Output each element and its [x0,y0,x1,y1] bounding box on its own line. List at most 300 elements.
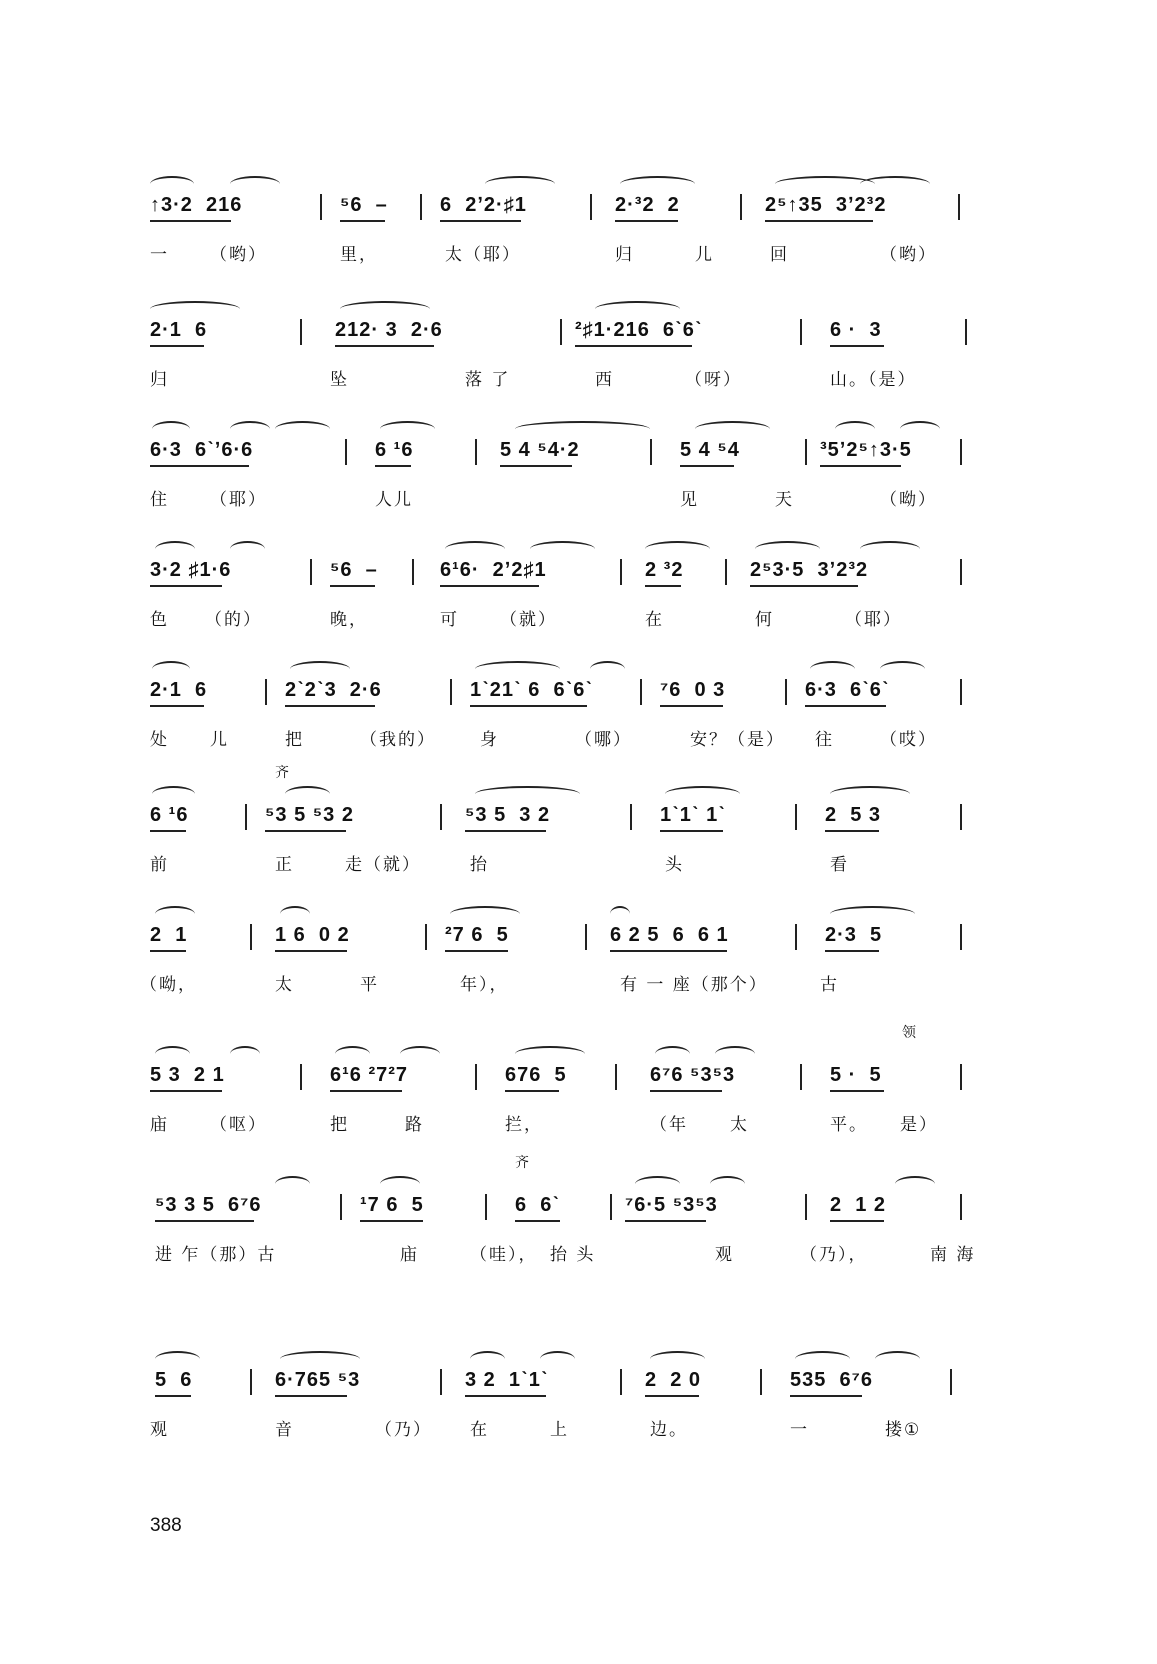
beam-underline [765,220,873,222]
slur-mark [285,786,330,802]
note-group: 3·2 ♯1·6 [150,559,232,581]
lyric-syllable: 在 [645,610,664,630]
lyric-syllable: 色 [150,610,169,630]
lyric-syllable: 太（耶） [445,245,521,265]
barline [320,194,322,220]
slur-mark [880,661,925,677]
barline [965,319,967,345]
lyrics-line [150,725,1030,751]
barline [590,194,592,220]
beam-underline [150,465,249,467]
beam-underline [830,1090,884,1092]
slur-mark [155,1046,190,1062]
slur-mark [155,906,195,922]
lyric-syllable: 头 [665,855,684,875]
beam-underline [330,1090,402,1092]
beam-underline [150,220,231,222]
slur-mark [280,906,310,922]
barline [650,439,652,465]
beam-underline [150,345,204,347]
music-system [150,295,1030,405]
note-group: 6 2ʼ2·♯1 [440,194,527,216]
lyric-syllable: 有 一 座（那个） [620,975,768,995]
slur-mark [290,661,350,677]
lyrics-line [150,485,1030,511]
barline [560,319,562,345]
notation-line [150,1345,1030,1405]
lyric-syllable: 落 了 [465,370,511,390]
lyric-syllable: 音 [275,1420,294,1440]
slur-mark [530,541,595,557]
slur-mark [230,176,280,192]
slur-mark [335,1046,370,1062]
lyric-syllable: 在 [470,1420,489,1440]
lyric-syllable: 把 [285,730,304,750]
beam-underline [645,585,681,587]
lyric-syllable: 儿 [695,245,714,265]
barline [958,194,960,220]
barline [630,804,632,830]
barline [800,1064,802,1090]
lyric-syllable: 西 [595,370,614,390]
barline [300,319,302,345]
note-group: ⁵6 – [340,194,388,216]
barline [740,194,742,220]
lyric-syllable: 儿 [210,730,229,750]
barline [795,804,797,830]
slur-mark [875,1351,920,1367]
lyric-syllable: 可 [440,610,459,630]
slur-mark [475,661,560,677]
note-group: 5 6 [155,1369,193,1391]
slur-mark [895,1176,935,1192]
lyric-syllable: 庙 [400,1245,419,1265]
slur-mark [515,421,650,437]
lyric-syllable: 一 [150,245,169,265]
slur-mark [275,421,330,437]
slur-mark [830,906,915,922]
barline [250,924,252,950]
slur-mark [380,1176,420,1192]
lyric-syllable: 往 [815,730,834,750]
beam-underline [150,950,186,952]
slur-mark [470,1351,505,1367]
lyric-syllable: 人儿 [375,490,413,510]
barline [475,439,477,465]
barline [805,439,807,465]
beam-underline [275,950,347,952]
beam-underline [680,465,734,467]
slur-mark [340,301,430,317]
lyric-syllable: 见 [680,490,699,510]
beam-underline [150,585,222,587]
barline [640,679,642,705]
lyric-syllable: （年 [650,1115,688,1135]
slur-mark [635,1176,680,1192]
slur-mark [515,1046,585,1062]
lyric-syllable: （我的） [360,730,436,750]
beam-underline [470,705,587,707]
note-group: 1ˋ21ˋ 6 6ˋ6ˋ [470,679,594,701]
lyric-syllable: （就） [500,610,557,630]
barline [785,679,787,705]
slur-mark [650,1351,705,1367]
music-system [150,765,1030,890]
lyrics-line [150,1415,1030,1441]
note-group: ↑3·2 216 [150,194,243,216]
beam-underline [660,830,723,832]
slur-mark [810,661,855,677]
slur-mark [380,421,435,437]
note-group: 5 4 ⁵4 [680,439,740,461]
slur-mark [155,541,195,557]
note-group: 2 5 3 [825,804,882,826]
lyric-syllable: 天 [775,490,794,510]
slur-mark [450,906,520,922]
lyric-syllable: 年）， [460,975,509,995]
barline [440,804,442,830]
lyric-syllable: 把 [330,1115,349,1135]
beam-underline [375,465,411,467]
barline [725,559,727,585]
barline [960,1194,962,1220]
lyric-syllable: （乃） [375,1420,432,1440]
beam-underline [155,1395,191,1397]
slur-mark [695,421,770,437]
note-group: 5 3 2 1 [150,1064,225,1086]
barline [960,679,962,705]
slur-mark [715,1046,755,1062]
beam-underline [645,1395,699,1397]
music-system [150,535,1030,645]
music-system [140,900,1030,1010]
beam-underline [500,465,572,467]
barline [585,924,587,950]
barline [950,1369,952,1395]
music-system [150,170,1030,280]
beam-underline [505,1090,559,1092]
note-group: 2·1 6 [150,679,208,701]
barline [610,1194,612,1220]
beam-underline [660,705,723,707]
beam-underline [650,1090,722,1092]
slur-mark [620,176,695,192]
slur-mark [150,176,194,192]
lyric-syllable: 进 乍（那）古 [155,1245,277,1265]
barline [250,1369,252,1395]
note-group: 6⁷6 ⁵3⁵3 [650,1064,736,1086]
lyric-syllable: 抬 [470,855,489,875]
lyric-syllable: 是） [900,1115,938,1135]
page-number: 388 [150,1515,182,1536]
slur-mark [900,421,940,437]
barline [760,1369,762,1395]
barline [310,559,312,585]
lyric-syllable: 南 海 [930,1245,976,1265]
beam-underline [820,465,901,467]
lyric-syllable: （耶） [210,490,267,510]
note-group: 6·3 6ˋ6ˋ [805,679,890,701]
barline [425,924,427,950]
lyric-syllable: 处 [150,730,169,750]
beam-underline [265,830,346,832]
lyrics-line [150,365,1030,391]
barline [960,439,962,465]
lyric-syllable: （乃）， [800,1245,868,1265]
lyric-syllable: 平。 [830,1115,868,1135]
barline [620,559,622,585]
slur-mark [860,176,930,192]
notation-line [150,415,1030,475]
notation-line [150,170,1030,230]
barline [615,1064,617,1090]
lyrics-line [150,1110,1030,1136]
note-group: 6 6ˋ [515,1194,561,1216]
music-system [150,655,1030,765]
lyric-syllable: 上 [550,1420,569,1440]
beam-underline [825,830,879,832]
note-group: 5 · 5 [830,1064,882,1086]
beam-underline [285,705,375,707]
slur-mark [540,1351,575,1367]
performance-mark: 领 [902,1025,916,1041]
slur-mark [280,1351,360,1367]
slur-mark [445,541,505,557]
slur-mark [275,1176,310,1192]
notation-line [150,655,1030,715]
notation-line [150,765,1030,840]
slur-mark [152,661,190,677]
note-group: 6 ¹6 [150,804,189,826]
lyric-syllable: 观 [715,1245,734,1265]
note-group: 2⁵3·5 3ʼ2³2 [750,559,869,581]
lyric-syllable: （哟） [210,245,267,265]
beam-underline [155,1220,254,1222]
beam-underline [610,950,727,952]
slur-mark [230,541,265,557]
notation-line [150,535,1030,595]
slur-mark [860,541,920,557]
note-group: 6¹6 ²7²7 [330,1064,409,1086]
lyric-syllable: （呕） [210,1115,267,1135]
slur-mark [835,421,875,437]
slur-mark [665,786,740,802]
lyric-syllable: （哎） [880,730,937,750]
lyric-syllable: （的） [205,610,262,630]
performance-mark: 齐 [275,765,289,781]
note-group: ⁵3 5 3 2 [465,804,551,826]
barline [805,1194,807,1220]
lyric-syllable: 归 [615,245,634,265]
note-group: 1ˋ1ˋ 1ˋ [660,804,726,826]
lyric-syllable: 一 [790,1420,809,1440]
note-group: ²♯1·216 6ˋ6ˋ [575,319,703,341]
note-group: 3 2 1ˋ1ˋ [465,1369,549,1391]
slur-mark [595,301,680,317]
lyric-syllable: （耶） [845,610,902,630]
beam-underline [515,1220,560,1222]
lyric-syllable: 山。（是） [830,370,917,390]
beam-underline [625,1220,706,1222]
note-group: 6·3 6ˋʼ6·6 [150,439,254,461]
note-group: 2 2 0 [645,1369,702,1391]
notation-line [150,1025,1030,1100]
beam-underline [445,950,508,952]
lyric-syllable: 走（就） [345,855,421,875]
beam-underline [150,705,204,707]
note-group: 1 6 0 2 [275,924,350,946]
note-group: 6 · 3 [830,319,882,341]
lyrics-line [150,605,1030,631]
lyric-syllable: 古 [820,975,839,995]
beam-underline [440,585,539,587]
lyric-syllable: 庙 [150,1115,169,1135]
note-group: 2·1 6 [150,319,208,341]
slur-mark [645,541,710,557]
lyric-syllable: （呦， [140,975,197,995]
note-group: ⁵3 3 5 6⁷6 [155,1194,262,1216]
lyric-syllable: 回 [770,245,789,265]
slur-mark [755,541,820,557]
lyric-syllable: （哟） [880,245,937,265]
lyric-syllable: 前 [150,855,169,875]
note-group: ⁵3 5 ⁵3 2 [265,804,354,826]
note-group: 5 4 ⁵4·2 [500,439,580,461]
slur-mark [155,1351,200,1367]
music-system [150,415,1030,525]
notation-line [150,295,1030,355]
note-group: 2 1 2 [830,1194,887,1216]
lyric-syllable: 归 [150,370,169,390]
beam-underline [330,585,375,587]
beam-underline [340,220,385,222]
note-group: 6 ¹6 [375,439,414,461]
barline [795,924,797,950]
slur-mark [610,906,630,922]
lyric-syllable: （哇）， [470,1245,538,1265]
barline [800,319,802,345]
slur-mark [710,1176,745,1192]
lyric-syllable: 观 [150,1420,169,1440]
beam-underline [275,1395,347,1397]
lyrics-line [150,850,1030,876]
note-group: ⁷6·5 ⁵3⁵3 [625,1194,718,1216]
note-group: 2⁵↑35 3ʼ2³2 [765,194,887,216]
notation-line [150,1155,1030,1230]
barline [485,1194,487,1220]
note-group: ¹7 6 5 [360,1194,424,1216]
slur-mark [795,1351,850,1367]
music-system [150,1155,1030,1280]
slur-mark [590,661,625,677]
beam-underline [750,585,858,587]
note-group: 6·765 ⁵3 [275,1369,361,1391]
lyric-syllable: 边。 [650,1420,688,1440]
slur-mark [655,1046,690,1062]
note-group: 212· 3 2·6 [335,319,443,341]
notation-line [150,900,1030,960]
slur-mark [830,786,910,802]
note-group: ⁷6 0 3 [660,679,726,701]
music-system [150,1345,1030,1455]
beam-underline [360,1220,423,1222]
lyric-syllable: 搂① [885,1420,922,1440]
note-group: ²7 6 5 [445,924,509,946]
note-group: 535 6⁷6 [790,1369,873,1391]
slur-mark [485,176,555,192]
slur-mark [152,421,190,437]
slur-mark [152,786,195,802]
note-group: 2·3 5 [825,924,883,946]
beam-underline [150,830,186,832]
barline [245,804,247,830]
beam-underline [465,1395,546,1397]
barline [960,559,962,585]
note-group: 676 5 [505,1064,567,1086]
lyric-syllable: 正 [275,855,294,875]
lyric-syllable: 太 [275,975,294,995]
beam-underline [830,1220,884,1222]
slur-mark [230,421,270,437]
note-group: 2 1 [150,924,188,946]
note-group: 6 2 5 6 6 1 [610,924,729,946]
lyric-syllable: （哪） [575,730,632,750]
barline [960,1064,962,1090]
lyric-syllable: 平 [360,975,379,995]
lyric-syllable: 里， [340,245,378,265]
note-group: 6¹6· 2ʼ2♯1 [440,559,547,581]
beam-underline [440,220,521,222]
barline [265,679,267,705]
barline [475,1064,477,1090]
beam-underline [150,1090,222,1092]
note-group: ³5ʼ2⁵↑3·5 [820,439,912,461]
slur-mark [230,1046,260,1062]
beam-underline [830,345,884,347]
lyric-syllable: 何 [755,610,774,630]
lyric-syllable: 身 [480,730,499,750]
note-group: ⁵6 – [330,559,378,581]
beam-underline [790,1395,862,1397]
music-system [150,1025,1030,1150]
beam-underline [615,220,678,222]
barline [620,1369,622,1395]
slur-mark [475,786,580,802]
lyric-syllable: 安？（是） [690,730,785,750]
lyric-syllable: 太 [730,1115,749,1135]
lyric-syllable: （呀） [685,370,742,390]
lyric-syllable: 拦， [505,1115,543,1135]
barline [960,924,962,950]
lyrics-line [140,970,1030,996]
barline [960,804,962,830]
slur-mark [400,1046,440,1062]
note-group: 2·³2 2 [615,194,680,216]
barline [340,1194,342,1220]
lyric-syllable: 晚， [330,610,368,630]
lyric-syllable: （呦） [880,490,937,510]
beam-underline [825,950,879,952]
lyric-syllable: 抬 头 [550,1245,596,1265]
note-group: 2ˋ2ˋ3 2·6 [285,679,382,701]
beam-underline [335,345,434,347]
lyric-syllable: 坠 [330,370,349,390]
slur-mark [150,301,240,317]
barline [440,1369,442,1395]
barline [412,559,414,585]
barline [450,679,452,705]
beam-underline [575,345,692,347]
